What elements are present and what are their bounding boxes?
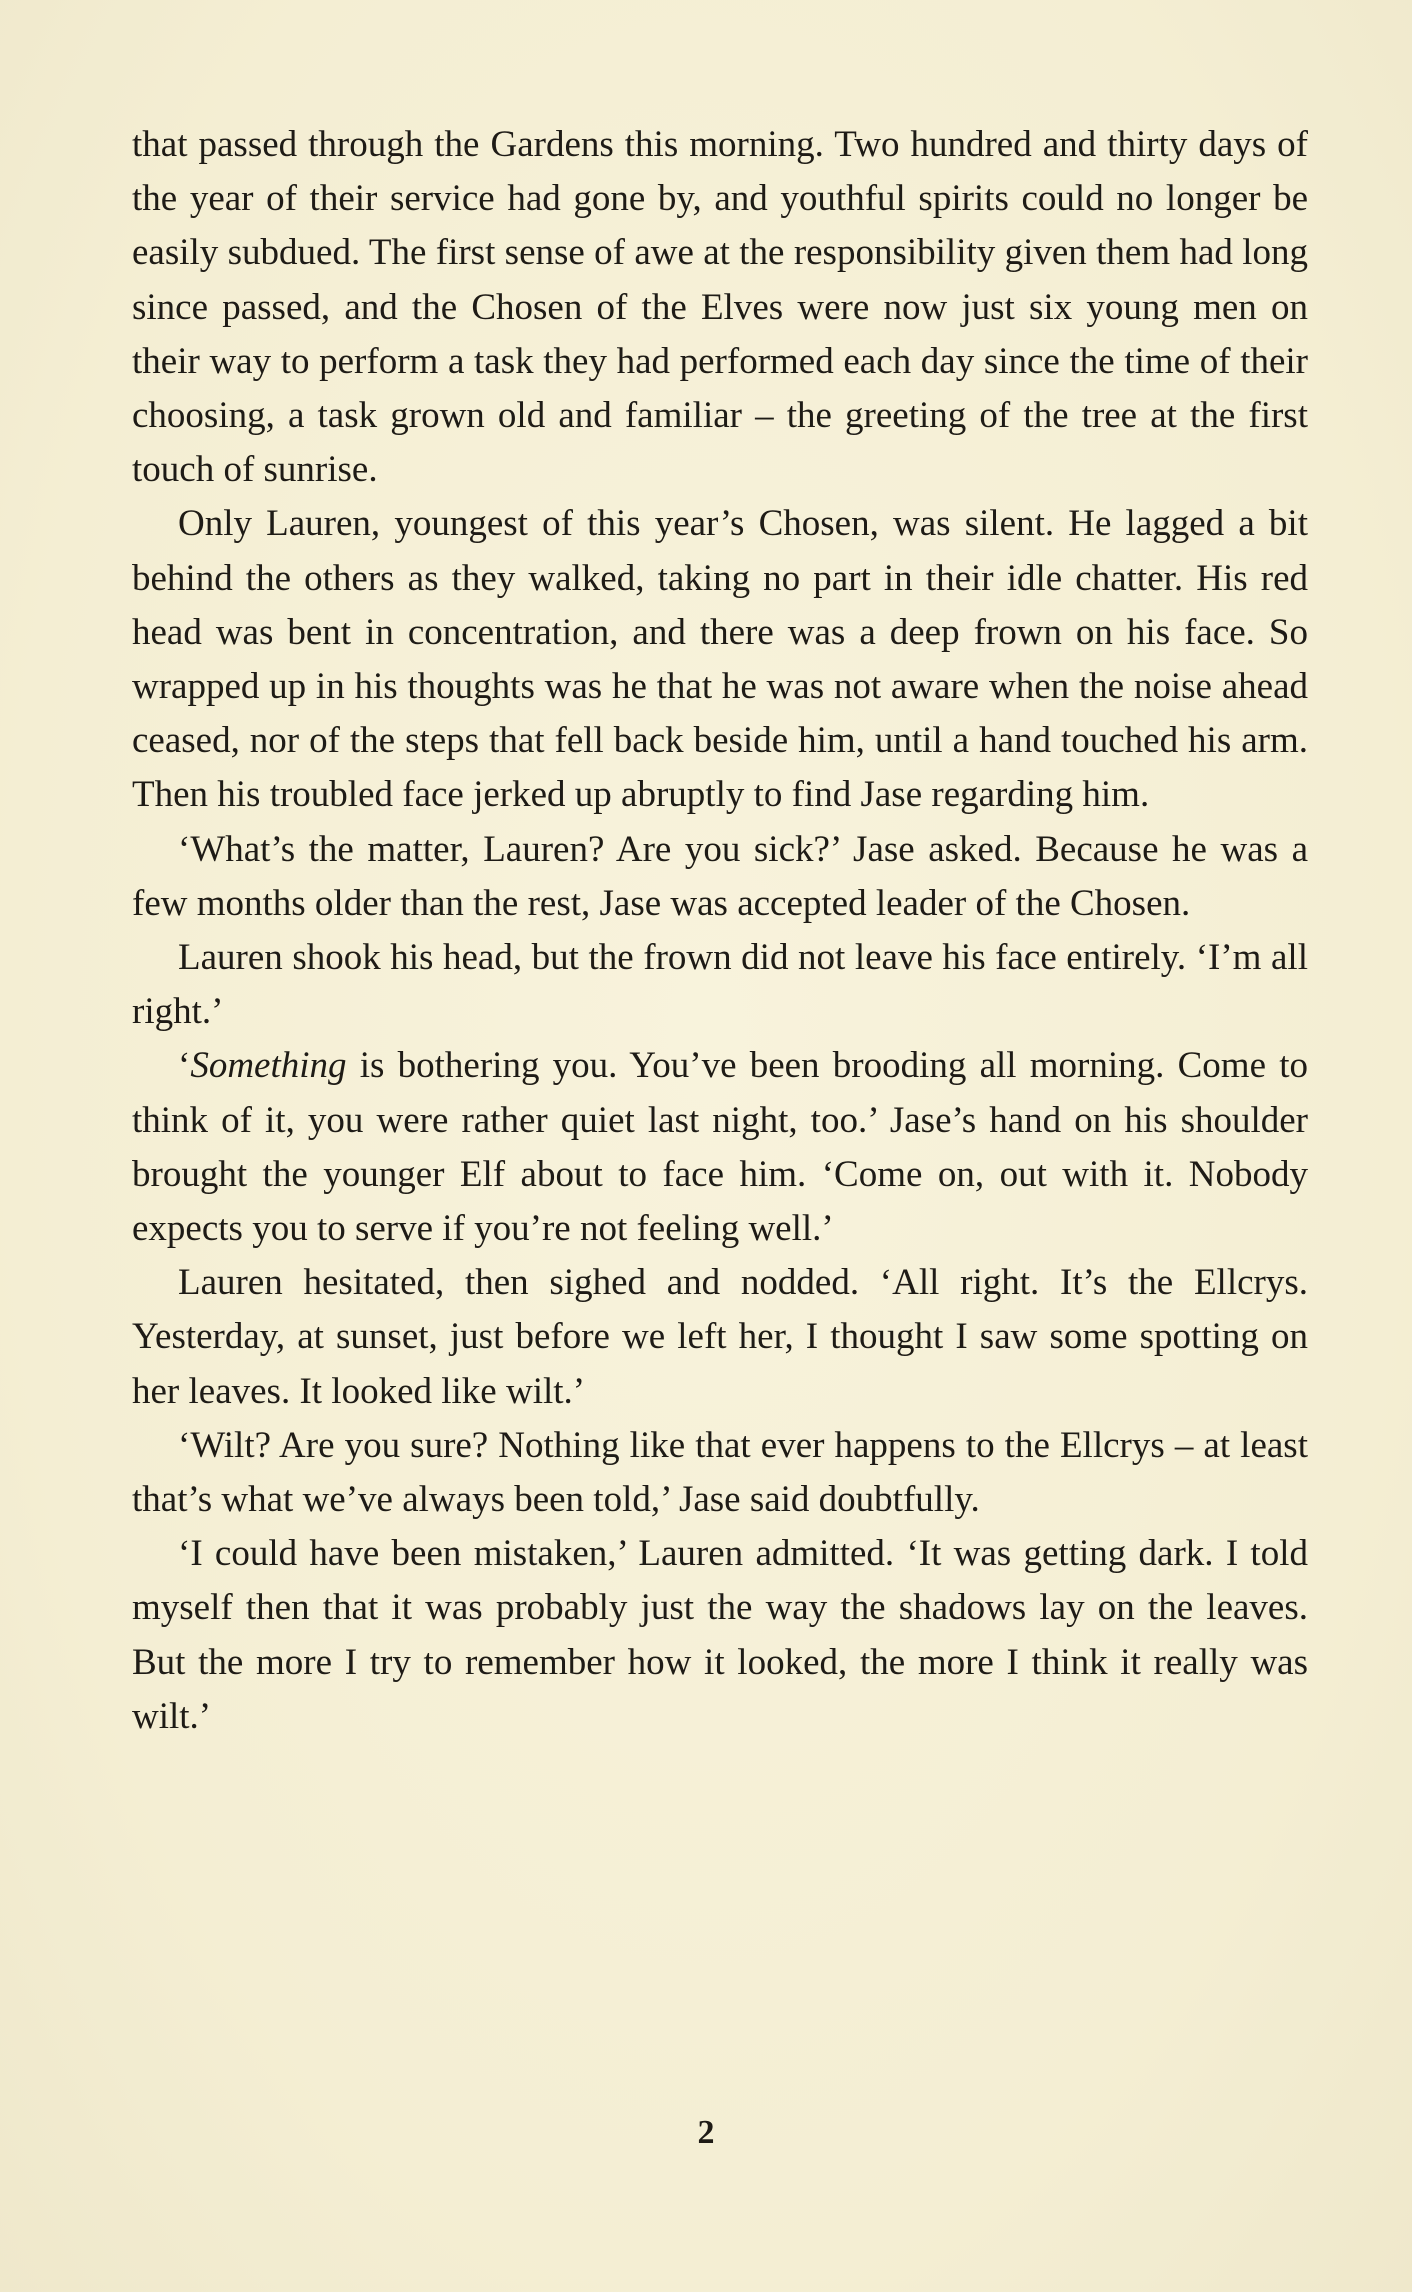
text-run: that passed through the Gardens this morning. Two hundred and thirty days of the year of their service had gone by, and youthful spirits could no longer be easily subdued. The first sense of awe at the responsibility given them had long since passed, and the Chosen of the Elves were now just six young men on their way to perform a task they had performed each day since the time of their choosing, a task grown old and familiar – the greeting of the tree at the first touch of sunrise. xyxy=(132,124,1308,491)
text-run: ‘Wilt? Are you sure? Nothing like that ever happens to the Ellcrys – at least that’s what we’ve always been told,’ Jase said doubtfully. xyxy=(132,1424,1308,1521)
paragraph xyxy=(132,1256,1308,1419)
text-run: ‘I could have been mistaken,’ Lauren admitted. ‘It was getting dark. I told myself then that it was probably just the way the shadows lay on the leaves. But the more I try to remember how it looked, the more I think it really was wilt.’ xyxy=(132,1533,1308,1737)
paragraph xyxy=(132,931,1308,1039)
text-run: ‘ xyxy=(178,1045,191,1087)
body-text xyxy=(132,118,1308,1744)
paragraph xyxy=(132,118,1308,497)
text-run: Lauren hesitated, then sighed and nodded. ‘All right. It’s the Ellcrys. Yesterday, at sunset, just before we left her, I thought I saw some spotting on her leaves. It looked like wilt.’ xyxy=(132,1262,1308,1412)
paragraph xyxy=(132,823,1308,931)
text-run: ‘What’s the matter, Lauren? Are you sick?’ Jase asked. Because he was a few months older than the rest, Jase was accepted leader of the Chosen. xyxy=(132,828,1308,924)
text-run: Lauren shook his head, but the frown did not leave his face entirely. ‘I’m all right.’ xyxy=(132,937,1308,1033)
italic-text: Something xyxy=(190,1045,347,1087)
paragraph xyxy=(132,1527,1308,1744)
page-number: 2 xyxy=(697,2114,715,2151)
paragraph xyxy=(132,497,1308,822)
paragraph xyxy=(132,1419,1308,1527)
text-run: Only Lauren, youngest of this year’s Chosen, was silent. He lagged a bit behind the others as they walked, taking no part in their idle chatter. His red head was bent in concentration, and there was a deep frown on his face. So wrapped up in his thoughts was he that he was not aware when the noise ahead ceased, nor of the steps that fell back beside him, until a hand touched his arm. Then his troubled face jerked up abruptly to find Jase regarding him. xyxy=(132,503,1308,816)
text-run: is bothering you. You’ve been brooding all morning. Come to think of it, you were rather quiet last night, too.’ Jase’s hand on his shoulder brought the younger Elf about to face him. ‘Come on, out with it. Nobody expects you to serve if you’re not feeling well.’ xyxy=(132,1045,1308,1250)
paragraph xyxy=(132,1039,1308,1256)
